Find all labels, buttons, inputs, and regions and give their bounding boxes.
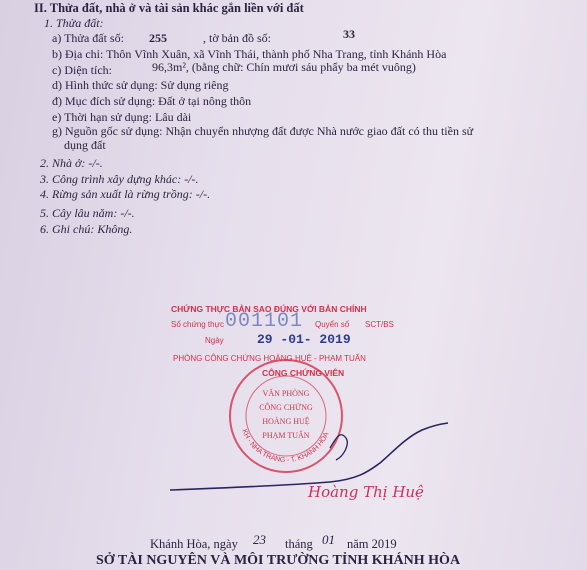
- seal-line-4: PHẠM TUẤN: [262, 431, 310, 440]
- book-code: SCT/BS: [365, 320, 394, 329]
- cert-number: 001101: [225, 310, 304, 333]
- forest-item: 4. Rừng sản xuất là rừng trồng: -/-.: [40, 187, 211, 201]
- office-name: PHÒNG CÔNG CHỨNG HOÀNG HUỆ - PHẠM TUẤN: [173, 354, 366, 363]
- area-value: 96,3m², (bằng chữ: Chín mươi sáu phẩy ba mét vuông): [152, 60, 416, 74]
- date-day: 23: [253, 532, 266, 547]
- map-label: , tờ bản đồ số:: [203, 31, 272, 45]
- seal-line-3: HOÀNG HUỆ: [262, 417, 310, 426]
- origin-line-2: dụng đất: [64, 138, 106, 152]
- house-item: 2. Nhà ở: -/-.: [40, 156, 103, 170]
- parcel-label: a) Thửa đất số:: [52, 31, 124, 45]
- stamp-title: CHỨNG THỰC BẢN SAO ĐÚNG VỚI BẢN CHÍNH: [171, 304, 367, 314]
- date-month: 01: [322, 532, 335, 547]
- signer-name: Hoàng Thị Huệ: [308, 483, 424, 501]
- use-term: e) Thời hạn sử dụng: Lâu dài: [52, 110, 192, 124]
- trees-item: 5. Cây lâu năm: -/-.: [40, 206, 135, 220]
- use-purpose: đ) Mục đích sử dụng: Đất ở tại nông thôn: [52, 94, 252, 108]
- seal-line-2: CÔNG CHỨNG: [259, 403, 313, 412]
- signature-loop: [330, 435, 347, 460]
- construction-item: 3. Công trình xây dựng khác: -/-.: [40, 172, 199, 186]
- year-label: năm 2019: [347, 537, 397, 551]
- address: b) Địa chỉ: Thôn Vĩnh Xuân, xã Vĩnh Thái, thành phố Nha Trang, tỉnh Khánh Hòa: [52, 47, 447, 61]
- signature-stroke: [170, 423, 448, 490]
- month-label: tháng: [285, 537, 313, 551]
- cert-label: Số chứng thực: [171, 320, 224, 329]
- land-heading: 1. Thửa đất:: [44, 16, 104, 30]
- seal-ring-text: KH - NHA TRANG - T. KHÁNH HÒA: [240, 428, 331, 465]
- cert-date: 29 -01- 2019: [257, 332, 351, 347]
- origin-line-1: g) Nguồn gốc sử dụng: Nhận chuyển nhượng đất được Nhà nước giao đất có thu tiền sử: [52, 124, 474, 138]
- parcel-number: 255: [149, 31, 167, 45]
- section-header: II. Thửa đất, nhà ở và tài sản khác gắn liền với đất: [34, 1, 304, 15]
- issuing-authority: SỞ TÀI NGUYÊN VÀ MÔI TRƯỜNG TỈNH KHÁNH HÒA: [96, 553, 461, 568]
- note-item: 6. Ghi chú: Không.: [40, 222, 133, 236]
- area-label: c) Diện tích:: [52, 63, 112, 77]
- book-label: Quyển số: [315, 320, 350, 329]
- notary-title: CÔNG CHỨNG VIÊN: [262, 368, 345, 378]
- place-date-prefix: Khánh Hòa, ngày: [150, 537, 238, 551]
- date-label: Ngày: [205, 336, 224, 345]
- use-form: d) Hình thức sử dụng: Sử dụng riêng: [52, 78, 229, 92]
- seal-line-1: VĂN PHÒNG: [262, 389, 310, 398]
- map-number: 33: [343, 27, 355, 41]
